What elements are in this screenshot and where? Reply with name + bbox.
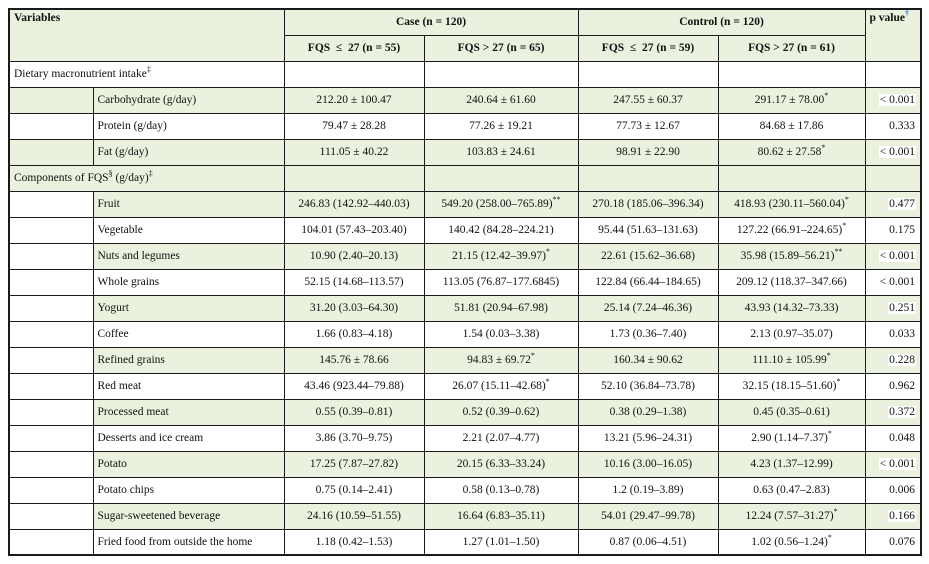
row-label: Protein (g/day) xyxy=(93,113,284,139)
value-cell: 21.15 (12.42–39.97)* xyxy=(424,243,578,269)
table-row xyxy=(9,217,921,243)
value-cell: 2.21 (2.07–4.77) xyxy=(424,425,578,451)
significance-mark: * xyxy=(545,377,550,386)
value-cell: 79.47 ± 28.28 xyxy=(284,113,424,139)
value-cell: 4.23 (1.37–12.99) xyxy=(718,451,865,477)
row-label: Carbohydrate (g/day) xyxy=(93,87,284,113)
footnote-mark: § xyxy=(108,169,113,178)
row-label: Fat (g/day) xyxy=(93,139,284,165)
indent-cell xyxy=(9,217,93,243)
p-value-cell: 0.251 xyxy=(865,295,921,321)
significance-mark: * xyxy=(833,507,838,516)
subheader-control-high: FQS > 27 (n = 61) xyxy=(718,35,865,61)
indent-cell xyxy=(9,113,93,139)
indent-cell xyxy=(9,347,93,373)
row-label: Potato chips xyxy=(93,477,284,503)
value-cell: 10.90 (2.40–20.13) xyxy=(284,243,424,269)
p-value-cell: < 0.001 xyxy=(865,269,921,295)
p-value-cell: 0.333 xyxy=(865,113,921,139)
table-row xyxy=(9,269,921,295)
row-label: Desserts and ice cream xyxy=(93,425,284,451)
p-value-cell: 0.048 xyxy=(865,425,921,451)
row-label: Refined grains xyxy=(93,347,284,373)
row-label: Processed meat xyxy=(93,399,284,425)
p-value-cell: 0.166 xyxy=(865,503,921,529)
p-value-cell: 0.962 xyxy=(865,373,921,399)
value-cell: 1.27 (1.01–1.50) xyxy=(424,529,578,555)
value-cell: 418.93 (230.11–560.04)* xyxy=(718,191,865,217)
footnote-mark: ‡ xyxy=(146,65,151,74)
row-label: Fried food from outside the home xyxy=(93,529,284,555)
indent-cell xyxy=(9,425,93,451)
value-cell: 84.68 ± 17.86 xyxy=(718,113,865,139)
empty-cell xyxy=(718,61,865,87)
value-cell: 25.14 (7.24–46.36) xyxy=(578,295,718,321)
table-row xyxy=(9,399,921,425)
p-value-cell: 0.372 xyxy=(865,399,921,425)
variables-header: Variables xyxy=(9,9,284,61)
value-cell: 22.61 (15.62–36.68) xyxy=(578,243,718,269)
value-cell: 549.20 (258.00–765.89)** xyxy=(424,191,578,217)
value-cell: 17.25 (7.87–27.82) xyxy=(284,451,424,477)
p-value-cell: 0.175 xyxy=(865,217,921,243)
indent-cell xyxy=(9,321,93,347)
value-cell: 2.13 (0.97–35.07) xyxy=(718,321,865,347)
table-row xyxy=(9,529,921,555)
row-label: Vegetable xyxy=(93,217,284,243)
p-value-cell: < 0.001 xyxy=(865,451,921,477)
empty-cell xyxy=(424,165,578,191)
value-cell: 51.81 (20.94–67.98) xyxy=(424,295,578,321)
value-cell: 104.01 (57.43–203.40) xyxy=(284,217,424,243)
value-cell: 94.83 ± 69.72* xyxy=(424,347,578,373)
indent-cell xyxy=(9,87,93,113)
significance-mark: * xyxy=(827,532,832,542)
significance-mark: * xyxy=(827,429,832,438)
subheader-control-low: FQS ≤ 27 (n = 59) xyxy=(578,35,718,61)
value-cell: 247.55 ± 60.37 xyxy=(578,87,718,113)
significance-mark: * xyxy=(844,195,849,204)
value-cell: 240.64 ± 61.60 xyxy=(424,87,578,113)
section-header-row xyxy=(9,61,921,87)
indent-cell xyxy=(9,529,93,555)
indent-cell xyxy=(9,373,93,399)
value-cell: 1.66 (0.83–4.18) xyxy=(284,321,424,347)
value-cell: 0.75 (0.14–2.41) xyxy=(284,477,424,503)
header-row xyxy=(9,9,921,35)
row-label: Fruit xyxy=(93,191,284,217)
indent-cell xyxy=(9,503,93,529)
value-cell: 98.91 ± 22.90 xyxy=(578,139,718,165)
value-cell: 160.34 ± 90.62 xyxy=(578,347,718,373)
subheader-case-high: FQS > 27 (n = 65) xyxy=(424,35,578,61)
significance-mark: * xyxy=(545,247,550,256)
indent-cell xyxy=(9,295,93,321)
value-cell: 43.46 (923.44–79.88) xyxy=(284,373,424,399)
value-cell: 52.10 (36.84–73.78) xyxy=(578,373,718,399)
p-value-cell: < 0.001 xyxy=(865,243,921,269)
value-cell: 103.83 ± 24.61 xyxy=(424,139,578,165)
indent-cell xyxy=(9,269,93,295)
value-cell: 270.18 (185.06–396.34) xyxy=(578,191,718,217)
p-value-cell: < 0.001 xyxy=(865,139,921,165)
value-cell: 3.86 (3.70–9.75) xyxy=(284,425,424,451)
table-row xyxy=(9,191,921,217)
value-cell: 140.42 (84.28–224.21) xyxy=(424,217,578,243)
significance-mark: * xyxy=(836,377,841,386)
row-label: Nuts and legumes xyxy=(93,243,284,269)
value-cell: 209.12 (118.37–347.66) xyxy=(718,269,865,295)
value-cell: 0.87 (0.06–4.51) xyxy=(578,529,718,555)
row-label: Whole grains xyxy=(93,269,284,295)
empty-cell xyxy=(865,165,921,191)
value-cell: 122.84 (66.44–184.65) xyxy=(578,269,718,295)
table-row xyxy=(9,477,921,503)
indent-cell xyxy=(9,139,93,165)
value-cell: 1.2 (0.19–3.89) xyxy=(578,477,718,503)
subheader-case-low: FQS ≤ 27 (n = 55) xyxy=(284,35,424,61)
value-cell: 1.18 (0.42–1.53) xyxy=(284,529,424,555)
significance-mark: * xyxy=(824,91,829,100)
significance-mark: ** xyxy=(834,247,843,256)
indent-cell xyxy=(9,477,93,503)
value-cell: 24.16 (10.59–51.55) xyxy=(284,503,424,529)
value-cell: 127.22 (66.91–224.65)* xyxy=(718,217,865,243)
value-cell: 54.01 (29.47–99.78) xyxy=(578,503,718,529)
empty-cell xyxy=(578,165,718,191)
dagger-footnote-mark: † xyxy=(905,9,909,18)
value-cell: 43.93 (14.32–73.33) xyxy=(718,295,865,321)
table-row xyxy=(9,87,921,113)
value-cell: 0.63 (0.47–2.83) xyxy=(718,477,865,503)
value-cell: 1.02 (0.56–1.24)* xyxy=(718,529,865,555)
value-cell: 0.58 (0.13–0.78) xyxy=(424,477,578,503)
p-value-cell: 0.076 xyxy=(865,529,921,555)
section-title: Dietary macronutrient intake‡ xyxy=(9,61,284,87)
value-cell: 77.73 ± 12.67 xyxy=(578,113,718,139)
significance-mark: * xyxy=(821,143,826,152)
value-cell: 291.17 ± 78.00* xyxy=(718,87,865,113)
indent-cell xyxy=(9,243,93,269)
value-cell: 246.83 (142.92–440.03) xyxy=(284,191,424,217)
table-row xyxy=(9,503,921,529)
empty-cell xyxy=(424,61,578,87)
footnote-mark: ‡ xyxy=(148,169,153,178)
table-row xyxy=(9,243,921,269)
row-label: Red meat xyxy=(93,373,284,399)
row-label: Sugar-sweetened beverage xyxy=(93,503,284,529)
table-row xyxy=(9,373,921,399)
value-cell: 0.55 (0.39–0.81) xyxy=(284,399,424,425)
table-row xyxy=(9,113,921,139)
significance-mark: * xyxy=(530,351,535,360)
p-value-cell: 0.006 xyxy=(865,477,921,503)
value-cell: 1.54 (0.03–3.38) xyxy=(424,321,578,347)
value-cell: 31.20 (3.03–64.30) xyxy=(284,295,424,321)
value-cell: 12.24 (7.57–31.27)* xyxy=(718,503,865,529)
table-row xyxy=(9,321,921,347)
value-cell: 52.15 (14.68–113.57) xyxy=(284,269,424,295)
value-cell: 212.20 ± 100.47 xyxy=(284,87,424,113)
significance-mark: * xyxy=(826,351,831,360)
indent-cell xyxy=(9,191,93,217)
value-cell: 35.98 (15.89–56.21)** xyxy=(718,243,865,269)
row-label: Potato xyxy=(93,451,284,477)
case-header: Case (n = 120) xyxy=(284,9,578,35)
table-row xyxy=(9,139,921,165)
indent-cell xyxy=(9,451,93,477)
empty-cell xyxy=(284,165,424,191)
row-label: Yogurt xyxy=(93,295,284,321)
significance-mark: * xyxy=(842,221,847,230)
value-cell: 0.52 (0.39–0.62) xyxy=(424,399,578,425)
indent-cell xyxy=(9,399,93,425)
value-cell: 111.05 ± 40.22 xyxy=(284,139,424,165)
value-cell: 80.62 ± 27.58* xyxy=(718,139,865,165)
table-row xyxy=(9,425,921,451)
value-cell: 16.64 (6.83–35.11) xyxy=(424,503,578,529)
empty-cell xyxy=(578,61,718,87)
p-value-cell: 0.033 xyxy=(865,321,921,347)
table-row xyxy=(9,451,921,477)
p-value-cell: 0.477 xyxy=(865,191,921,217)
value-cell: 20.15 (6.33–33.24) xyxy=(424,451,578,477)
value-cell: 10.16 (3.00–16.05) xyxy=(578,451,718,477)
table-row xyxy=(9,347,921,373)
control-header: Control (n = 120) xyxy=(578,9,865,35)
pvalue-header: p value† xyxy=(865,9,921,61)
empty-cell xyxy=(718,165,865,191)
p-value-cell: < 0.001 xyxy=(865,87,921,113)
value-cell: 26.07 (15.11–42.68)* xyxy=(424,373,578,399)
value-cell: 2.90 (1.14–7.37)* xyxy=(718,425,865,451)
value-cell: 145.76 ± 78.66 xyxy=(284,347,424,373)
section-header-row xyxy=(9,165,921,191)
empty-cell xyxy=(284,61,424,87)
value-cell: 113.05 (76.87–177.6845) xyxy=(424,269,578,295)
section-title: Components of FQS§ (g/day)‡ xyxy=(9,165,284,191)
value-cell: 77.26 ± 19.21 xyxy=(424,113,578,139)
value-cell: 13.21 (5.96–24.31) xyxy=(578,425,718,451)
fqs-table xyxy=(8,8,922,556)
value-cell: 95.44 (51.63–131.63) xyxy=(578,217,718,243)
p-value-cell: 0.228 xyxy=(865,347,921,373)
value-cell: 0.45 (0.35–0.61) xyxy=(718,399,865,425)
row-label: Coffee xyxy=(93,321,284,347)
significance-mark: ** xyxy=(552,195,561,204)
value-cell: 0.38 (0.29–1.38) xyxy=(578,399,718,425)
table-row xyxy=(9,295,921,321)
value-cell: 1.73 (0.36–7.40) xyxy=(578,321,718,347)
empty-cell xyxy=(865,61,921,87)
value-cell: 32.15 (18.15–51.60)* xyxy=(718,373,865,399)
value-cell: 111.10 ± 105.99* xyxy=(718,347,865,373)
